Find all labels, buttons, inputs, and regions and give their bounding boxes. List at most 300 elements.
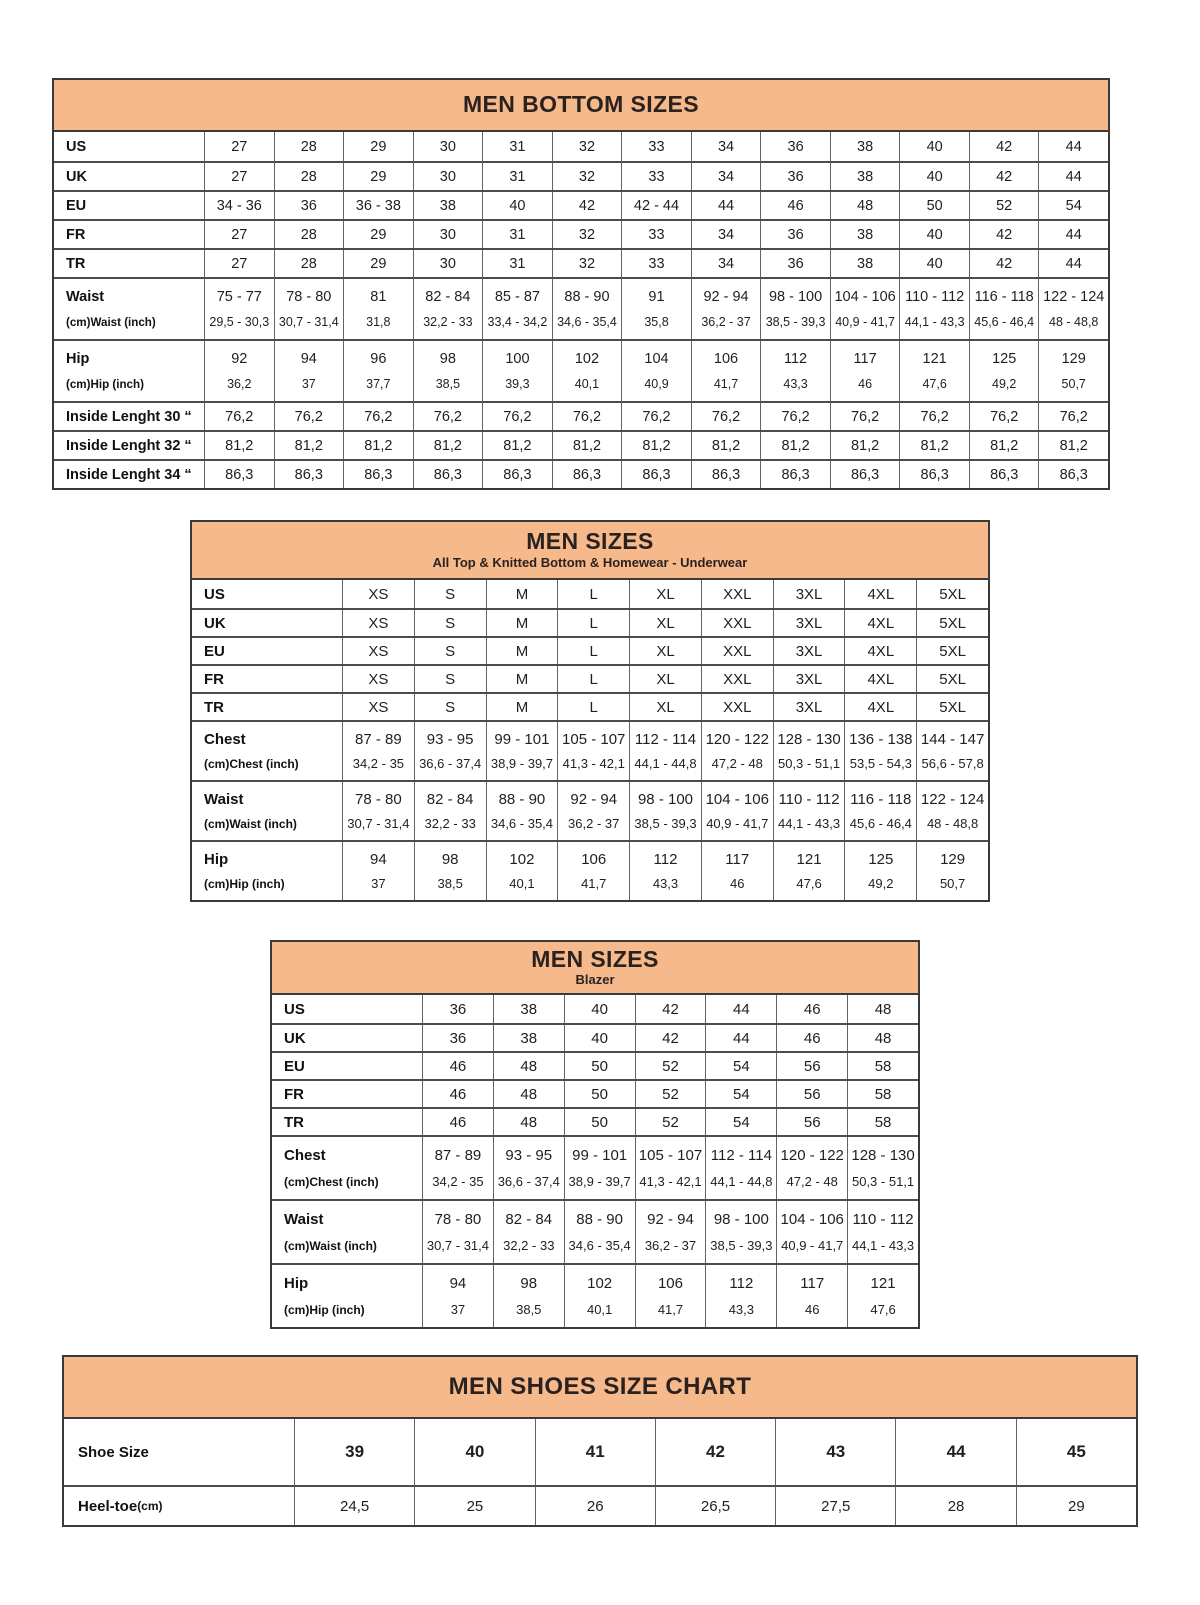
value-cell bbox=[776, 1265, 847, 1327]
value-top: 98 bbox=[520, 1275, 538, 1292]
table-row bbox=[54, 339, 1108, 401]
value-cell: XXL bbox=[701, 638, 773, 664]
value-top: 92 - 94 bbox=[570, 790, 618, 808]
value-cell: M bbox=[486, 610, 558, 636]
row-label-cell bbox=[272, 1201, 422, 1263]
value-cell: XL bbox=[629, 580, 701, 608]
value-cell: 34 - 36 bbox=[204, 192, 274, 219]
value-bottom: 48 - 48,8 bbox=[1049, 315, 1099, 329]
value-cell: 3XL bbox=[773, 580, 845, 608]
value-cell: 34 bbox=[691, 132, 761, 161]
label-text: Waist bbox=[284, 1211, 324, 1229]
value-top: 78 - 80 bbox=[355, 790, 402, 808]
label-unit: (cm)Waist (inch) bbox=[204, 817, 297, 831]
value-cell: 32 bbox=[552, 221, 622, 248]
value-bottom: 38,5 bbox=[435, 377, 461, 391]
value-top: 128 - 130 bbox=[777, 730, 841, 748]
value-top: 144 - 147 bbox=[920, 730, 985, 748]
table-row bbox=[54, 430, 1108, 459]
value-cell: 52 bbox=[635, 1109, 706, 1135]
value-cell bbox=[414, 722, 486, 780]
value-top: 94 bbox=[370, 850, 387, 868]
value-bottom: 36,6 - 37,4 bbox=[497, 1174, 560, 1189]
value-top: 105 - 107 bbox=[638, 1147, 703, 1164]
value-cell: 42 bbox=[969, 250, 1039, 277]
table-title: MEN SHOES SIZE CHART bbox=[448, 1372, 752, 1400]
value-cell bbox=[204, 341, 274, 401]
value-top: 112 - 114 bbox=[710, 1147, 772, 1164]
value-cell bbox=[274, 341, 344, 401]
value-top: 75 - 77 bbox=[216, 289, 262, 305]
value-top: 91 bbox=[648, 289, 665, 305]
value-cell: 32 bbox=[552, 132, 622, 161]
value-cell: XXL bbox=[701, 610, 773, 636]
value-cell: 44 bbox=[1038, 132, 1108, 161]
value-cell bbox=[486, 842, 558, 900]
value-cell: 45 bbox=[1016, 1419, 1136, 1485]
value-cell: M bbox=[486, 580, 558, 608]
value-bottom: 46 bbox=[730, 876, 745, 892]
value-cell bbox=[413, 341, 483, 401]
value-cell bbox=[342, 722, 414, 780]
row-label-cell bbox=[64, 1487, 294, 1525]
value-top: 92 - 94 bbox=[703, 289, 749, 305]
value-bottom: 44,1 - 43,3 bbox=[904, 315, 965, 329]
value-cell bbox=[621, 341, 691, 401]
value-cell: 54 bbox=[705, 1081, 776, 1107]
value-cell bbox=[413, 279, 483, 339]
value-bottom: 50,7 bbox=[939, 876, 966, 892]
value-cell: 34 bbox=[691, 163, 761, 190]
table-row bbox=[272, 1199, 918, 1263]
value-cell bbox=[629, 782, 701, 840]
table-row bbox=[272, 1107, 918, 1135]
table-row bbox=[54, 219, 1108, 248]
value-cell: 36 bbox=[274, 192, 344, 219]
value-cell: 76,2 bbox=[482, 403, 552, 430]
label-unit: (cm)Hip (inch) bbox=[66, 377, 144, 391]
value-top: 88 - 90 bbox=[576, 1211, 623, 1228]
value-bottom: 41,7 bbox=[581, 876, 607, 892]
table-row bbox=[192, 840, 988, 900]
value-cell bbox=[830, 279, 900, 339]
table-body bbox=[64, 1419, 1136, 1525]
value-cell: 46 bbox=[776, 995, 847, 1023]
value-cell: 86,3 bbox=[830, 461, 900, 488]
value-cell bbox=[776, 1201, 847, 1263]
value-bottom: 30,7 - 31,4 bbox=[426, 1238, 489, 1253]
value-cell bbox=[343, 279, 413, 339]
value-cell: XS bbox=[342, 694, 414, 720]
value-cell: 40 bbox=[414, 1419, 534, 1485]
value-cell bbox=[486, 722, 558, 780]
value-bottom: 36,2 - 37 bbox=[701, 315, 751, 329]
value-top: 106 bbox=[581, 850, 607, 868]
value-bottom: 43,3 bbox=[783, 377, 808, 391]
value-cell: 30 bbox=[413, 221, 483, 248]
value-bottom: 43,3 bbox=[652, 876, 679, 892]
value-top: 104 bbox=[644, 351, 669, 367]
table-row bbox=[64, 1485, 1136, 1525]
value-cell: 24,5 bbox=[294, 1487, 414, 1525]
value-bottom: 34,2 - 35 bbox=[432, 1174, 484, 1189]
row-label-cell: UK bbox=[204, 614, 226, 632]
value-bottom: 36,2 - 37 bbox=[644, 1238, 697, 1253]
value-bottom: 44,1 - 44,8 bbox=[634, 756, 697, 772]
value-top: 106 bbox=[713, 351, 739, 367]
value-cell: 4XL bbox=[844, 610, 916, 636]
value-bottom: 38,5 bbox=[516, 1302, 542, 1317]
value-cell: 76,2 bbox=[274, 403, 344, 430]
value-cell: 42 bbox=[969, 221, 1039, 248]
value-bottom: 36,6 - 37,4 bbox=[419, 756, 482, 772]
row-label-cell: Shoe Size bbox=[78, 1443, 149, 1461]
value-cell: 40 bbox=[482, 192, 552, 219]
value-top: 99 - 101 bbox=[494, 730, 550, 748]
value-cell bbox=[629, 842, 701, 900]
value-cell: L bbox=[557, 580, 629, 608]
value-top: 121 bbox=[870, 1275, 896, 1292]
value-bottom: 41,3 - 42,1 bbox=[639, 1174, 702, 1189]
value-cell bbox=[342, 842, 414, 900]
value-cell: 34 bbox=[691, 221, 761, 248]
value-cell: 58 bbox=[847, 1109, 918, 1135]
table-men-sizes-blazer bbox=[270, 940, 920, 1329]
value-top: 88 - 90 bbox=[564, 289, 610, 305]
value-cell bbox=[847, 1201, 918, 1263]
row-label-cell bbox=[54, 279, 204, 339]
table-title: MEN SIZES bbox=[531, 945, 659, 972]
value-cell: 33 bbox=[621, 250, 691, 277]
value-cell: 86,3 bbox=[552, 461, 622, 488]
value-cell: 50 bbox=[564, 1053, 635, 1079]
value-cell bbox=[486, 782, 558, 840]
value-cell: 42 bbox=[552, 192, 622, 219]
value-cell: 86,3 bbox=[899, 461, 969, 488]
value-top: 100 bbox=[505, 351, 530, 367]
value-cell bbox=[916, 722, 988, 780]
table-body bbox=[272, 995, 918, 1327]
value-cell: 31 bbox=[482, 221, 552, 248]
value-bottom: 33,4 - 34,2 bbox=[487, 315, 548, 329]
value-cell bbox=[1038, 341, 1108, 401]
value-cell: 30 bbox=[413, 163, 483, 190]
table-row bbox=[54, 401, 1108, 430]
label-unit: (cm)Hip (inch) bbox=[284, 1302, 365, 1317]
value-top: 106 bbox=[657, 1275, 683, 1292]
table-row bbox=[272, 1263, 918, 1327]
table-row bbox=[272, 1079, 918, 1107]
value-cell: 33 bbox=[621, 221, 691, 248]
value-cell: 81,2 bbox=[552, 432, 622, 459]
value-cell bbox=[557, 722, 629, 780]
row-label-cell bbox=[272, 1137, 422, 1199]
value-cell bbox=[342, 782, 414, 840]
row-label-cell: US bbox=[284, 1000, 305, 1018]
value-cell: 48 bbox=[493, 1109, 564, 1135]
value-cell bbox=[705, 1265, 776, 1327]
value-cell: 27 bbox=[204, 221, 274, 248]
table-title-band bbox=[54, 80, 1108, 132]
value-cell: 58 bbox=[847, 1081, 918, 1107]
value-cell: 42 bbox=[969, 163, 1039, 190]
row-label-cell: US bbox=[204, 585, 225, 603]
value-bottom: 38,9 - 39,7 bbox=[568, 1174, 631, 1189]
value-cell bbox=[773, 782, 845, 840]
value-bottom: 47,6 bbox=[870, 1302, 896, 1317]
value-cell: XL bbox=[629, 694, 701, 720]
value-cell bbox=[557, 842, 629, 900]
value-cell bbox=[969, 341, 1039, 401]
value-cell: 32 bbox=[552, 163, 622, 190]
value-cell bbox=[773, 722, 845, 780]
value-cell: 44 bbox=[691, 192, 761, 219]
table-title: MEN SIZES bbox=[526, 528, 654, 554]
table-body bbox=[192, 580, 988, 900]
value-cell: 27 bbox=[204, 163, 274, 190]
value-cell: 40 bbox=[564, 1025, 635, 1051]
row-label-cell bbox=[54, 341, 204, 401]
value-cell: 34 bbox=[691, 250, 761, 277]
value-cell: 39 bbox=[294, 1419, 414, 1485]
value-bottom: 32,2 - 33 bbox=[423, 315, 473, 329]
value-cell: 36 bbox=[422, 1025, 493, 1051]
value-cell: 41 bbox=[535, 1419, 655, 1485]
value-cell: 81,2 bbox=[691, 432, 761, 459]
value-top: 88 - 90 bbox=[498, 790, 546, 808]
value-cell: 5XL bbox=[916, 666, 988, 692]
value-cell bbox=[916, 842, 988, 900]
value-cell bbox=[635, 1137, 706, 1199]
value-cell: 48 bbox=[493, 1053, 564, 1079]
value-top: 110 - 112 bbox=[778, 790, 840, 808]
value-cell bbox=[691, 341, 761, 401]
value-cell bbox=[557, 782, 629, 840]
value-cell: 29 bbox=[343, 163, 413, 190]
row-label-cell: TR bbox=[284, 1113, 304, 1131]
value-cell: 81,2 bbox=[969, 432, 1039, 459]
value-cell: 81,2 bbox=[482, 432, 552, 459]
value-cell: 36 bbox=[760, 221, 830, 248]
value-top: 121 bbox=[796, 850, 822, 868]
value-cell: 33 bbox=[621, 163, 691, 190]
value-cell: 3XL bbox=[773, 610, 845, 636]
value-cell: 81,2 bbox=[274, 432, 344, 459]
value-cell: 46 bbox=[422, 1081, 493, 1107]
value-cell: 86,3 bbox=[274, 461, 344, 488]
value-cell: XL bbox=[629, 638, 701, 664]
value-bottom: 37 bbox=[450, 1302, 466, 1317]
value-cell bbox=[776, 1137, 847, 1199]
value-top: 116 - 118 bbox=[850, 790, 912, 808]
value-cell: XL bbox=[629, 610, 701, 636]
value-cell bbox=[493, 1201, 564, 1263]
value-cell: 31 bbox=[482, 163, 552, 190]
value-cell bbox=[493, 1137, 564, 1199]
value-cell: S bbox=[414, 694, 486, 720]
table-men-bottom-sizes bbox=[52, 78, 1110, 490]
value-bottom: 35,8 bbox=[644, 315, 669, 329]
table-row bbox=[192, 720, 988, 780]
value-cell: 46 bbox=[760, 192, 830, 219]
label-unit: (cm)Chest (inch) bbox=[284, 1174, 379, 1189]
value-top: 85 - 87 bbox=[494, 289, 540, 305]
row-label-cell: FR bbox=[204, 670, 224, 688]
table-row bbox=[192, 692, 988, 720]
value-cell: 46 bbox=[776, 1025, 847, 1051]
value-cell bbox=[701, 782, 773, 840]
value-cell: 30 bbox=[413, 132, 483, 161]
value-cell: 76,2 bbox=[343, 403, 413, 430]
table-row bbox=[192, 636, 988, 664]
label-text: Waist bbox=[204, 791, 244, 808]
value-bottom: 34,6 - 35,4 bbox=[557, 315, 617, 329]
value-cell: 76,2 bbox=[413, 403, 483, 430]
value-bottom: 50,3 - 51,1 bbox=[851, 1174, 915, 1189]
row-label-cell bbox=[192, 722, 342, 780]
value-cell: 76,2 bbox=[204, 403, 274, 430]
value-top: 102 bbox=[587, 1275, 613, 1292]
value-cell: 30 bbox=[413, 250, 483, 277]
value-cell: 52 bbox=[635, 1081, 706, 1107]
value-bottom: 32,2 - 33 bbox=[503, 1238, 555, 1253]
value-top: 98 - 100 bbox=[637, 790, 694, 808]
value-cell bbox=[635, 1265, 706, 1327]
value-bottom: 37,7 bbox=[366, 377, 391, 391]
value-cell bbox=[552, 279, 622, 339]
value-cell: 46 bbox=[422, 1053, 493, 1079]
value-bottom: 48 - 48,8 bbox=[926, 816, 979, 832]
value-cell: 38 bbox=[830, 132, 900, 161]
value-cell: 81,2 bbox=[204, 432, 274, 459]
value-bottom: 45,6 - 46,4 bbox=[849, 816, 912, 832]
value-cell bbox=[635, 1201, 706, 1263]
value-top: 92 - 94 bbox=[647, 1211, 694, 1228]
row-label-cell: TR bbox=[204, 698, 224, 716]
value-cell: 28 bbox=[274, 221, 344, 248]
value-cell: 86,3 bbox=[343, 461, 413, 488]
value-cell: 36 - 38 bbox=[343, 192, 413, 219]
value-cell bbox=[552, 341, 622, 401]
value-bottom: 39,3 bbox=[505, 377, 530, 391]
value-cell: 36 bbox=[760, 132, 830, 161]
value-cell bbox=[629, 722, 701, 780]
value-cell: 5XL bbox=[916, 610, 988, 636]
value-cell: 48 bbox=[830, 192, 900, 219]
value-cell bbox=[844, 842, 916, 900]
table-title-band bbox=[64, 1357, 1136, 1419]
label-text: Waist bbox=[66, 289, 105, 306]
value-cell bbox=[691, 279, 761, 339]
value-bottom: 41,3 - 42,1 bbox=[562, 756, 625, 772]
table-row bbox=[192, 780, 988, 840]
value-cell bbox=[847, 1265, 918, 1327]
value-top: 92 bbox=[231, 351, 248, 367]
table-row bbox=[54, 190, 1108, 219]
label-text: Heel-toe bbox=[78, 1497, 138, 1515]
value-top: 98 - 100 bbox=[768, 289, 823, 305]
table-row bbox=[192, 580, 988, 608]
value-top: 122 - 124 bbox=[1043, 289, 1105, 305]
value-top: 104 - 106 bbox=[705, 790, 769, 808]
value-cell: 5XL bbox=[916, 638, 988, 664]
value-top: 94 bbox=[300, 351, 317, 367]
value-cell: 3XL bbox=[773, 638, 845, 664]
value-cell: 36 bbox=[760, 250, 830, 277]
value-cell bbox=[899, 279, 969, 339]
value-cell: 28 bbox=[274, 250, 344, 277]
value-top: 82 - 84 bbox=[426, 790, 474, 808]
value-cell: 48 bbox=[847, 1025, 918, 1051]
value-cell: 52 bbox=[635, 1053, 706, 1079]
value-cell: XXL bbox=[701, 580, 773, 608]
value-top: 102 bbox=[574, 351, 600, 367]
value-cell: 81,2 bbox=[899, 432, 969, 459]
value-cell: 44 bbox=[1038, 250, 1108, 277]
value-bottom: 47,2 - 48 bbox=[711, 756, 763, 772]
value-bottom: 30,7 - 31,4 bbox=[278, 315, 339, 329]
value-bottom: 38,5 bbox=[437, 876, 463, 892]
value-top: 117 bbox=[725, 850, 750, 868]
table-row bbox=[272, 1023, 918, 1051]
value-cell: 27 bbox=[204, 250, 274, 277]
value-cell: XS bbox=[342, 610, 414, 636]
value-cell bbox=[422, 1201, 493, 1263]
value-top: 112 bbox=[653, 850, 678, 868]
table-row bbox=[64, 1419, 1136, 1485]
label-unit: (cm)Waist (inch) bbox=[284, 1238, 377, 1253]
value-cell bbox=[1038, 279, 1108, 339]
table-row bbox=[192, 664, 988, 692]
label-text: Hip bbox=[284, 1275, 309, 1293]
value-bottom: 29,5 - 30,3 bbox=[209, 315, 270, 329]
value-cell: 44 bbox=[705, 995, 776, 1023]
value-cell bbox=[422, 1265, 493, 1327]
value-bottom: 32,2 - 33 bbox=[424, 816, 476, 832]
value-cell: L bbox=[557, 694, 629, 720]
value-top: 117 bbox=[800, 1275, 825, 1292]
value-cell: 4XL bbox=[844, 666, 916, 692]
value-cell bbox=[274, 279, 344, 339]
value-bottom: 40,9 - 41,7 bbox=[781, 1238, 844, 1253]
value-cell: 40 bbox=[899, 132, 969, 161]
value-cell bbox=[760, 279, 830, 339]
value-top: 120 - 122 bbox=[705, 730, 769, 748]
value-cell bbox=[969, 279, 1039, 339]
value-cell bbox=[847, 1137, 918, 1199]
table-title-band bbox=[272, 942, 918, 995]
value-top: 110 - 112 bbox=[852, 1211, 914, 1228]
value-cell bbox=[414, 782, 486, 840]
value-top: 94 bbox=[449, 1275, 467, 1292]
row-label-cell bbox=[192, 842, 342, 900]
value-top: 98 bbox=[439, 351, 456, 367]
value-cell: 27 bbox=[204, 132, 274, 161]
value-bottom: 44,1 - 43,3 bbox=[851, 1238, 915, 1253]
value-cell: 38 bbox=[413, 192, 483, 219]
value-cell bbox=[773, 842, 845, 900]
value-cell: 28 bbox=[274, 132, 344, 161]
value-top: 110 - 112 bbox=[905, 289, 965, 305]
value-bottom: 38,5 - 39,3 bbox=[634, 816, 697, 832]
value-cell: 81,2 bbox=[1038, 432, 1108, 459]
table-body bbox=[54, 132, 1108, 488]
value-cell bbox=[621, 279, 691, 339]
value-cell: 48 bbox=[493, 1081, 564, 1107]
value-bottom: 47,6 bbox=[796, 876, 822, 892]
value-cell bbox=[482, 279, 552, 339]
value-cell: 40 bbox=[899, 221, 969, 248]
